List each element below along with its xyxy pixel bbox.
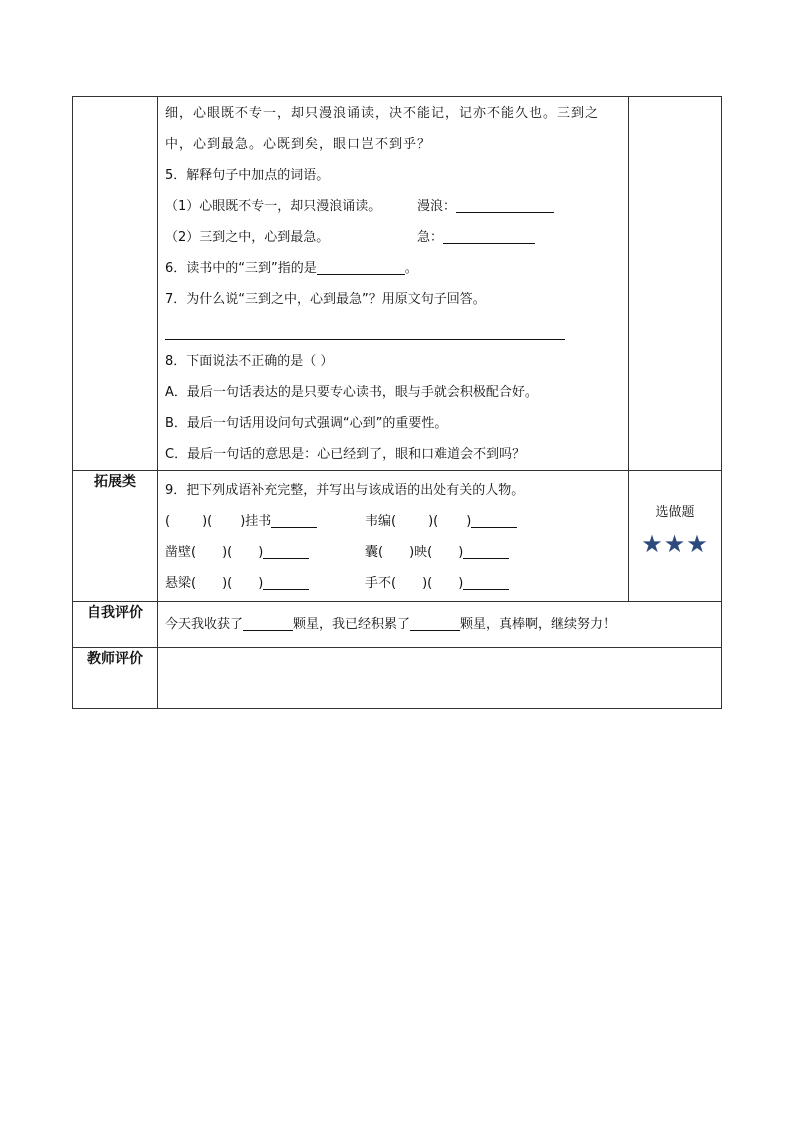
- idiom-row: [165, 568, 628, 599]
- item-key: 急：: [417, 230, 444, 245]
- idiom-row: [165, 506, 628, 537]
- self-eval-content: 今天我收获了 颗星，我已经积累了 颗星，真棒啊，继续努力！: [158, 602, 722, 648]
- extension-label: 拓展类: [73, 471, 158, 602]
- idiom-row: [165, 537, 628, 568]
- passage-line: 细，心眼既不专一，却只漫浪诵读，决不能记，记亦不能久也。三到之: [165, 106, 600, 121]
- extension-row: [73, 471, 722, 602]
- idiom-item: 手不( )( ): [365, 568, 565, 599]
- answer-blank[interactable]: [271, 513, 317, 528]
- extension-content: [158, 471, 629, 602]
- question-5-item-2: [158, 222, 628, 253]
- self-eval-label: 自我评价: [73, 602, 158, 648]
- stars-total-blank[interactable]: [410, 616, 460, 631]
- item-text: （1）心眼既不专一，却只漫浪诵读。: [165, 199, 382, 214]
- reading-side-cell: [629, 97, 722, 471]
- idiom-item: 悬梁( )( ): [165, 568, 365, 599]
- idiom-item: 凿壁( )( ): [165, 537, 365, 568]
- answer-blank[interactable]: [471, 513, 517, 528]
- answer-blank[interactable]: [263, 575, 309, 590]
- question-5-title: 5．解释句子中加点的词语。: [165, 168, 330, 183]
- teacher-eval-content[interactable]: [158, 648, 722, 709]
- question-9: 9．把下列成语补充完整，并写出与该成语的出处有关的人物。: [165, 483, 525, 498]
- reading-label-cell: [73, 97, 158, 471]
- teacher-eval-label: 教师评价: [73, 648, 158, 709]
- question-text: 6．读书中的“三到”指的是: [165, 261, 317, 276]
- answer-blank[interactable]: [456, 198, 554, 213]
- question-end: 。: [404, 261, 418, 276]
- answer-line[interactable]: [165, 339, 565, 340]
- question-7: 7．为什么说“三到之中，心到最急”？用原文句子回答。: [165, 292, 486, 307]
- self-eval-row: [73, 602, 722, 648]
- worksheet-table: [72, 96, 722, 709]
- teacher-eval-row: [73, 648, 722, 709]
- stars-earned-blank[interactable]: [243, 616, 293, 631]
- answer-blank[interactable]: [463, 575, 509, 590]
- extension-side-cell: [629, 471, 722, 602]
- item-text: （2）三到之中，心到最急。: [165, 230, 330, 245]
- reading-content-cell: [158, 97, 629, 471]
- idiom-item: 囊( )映( ): [365, 537, 565, 568]
- question-8-title: 8．下面说法不正确的是（ ）: [165, 354, 334, 369]
- answer-blank[interactable]: [317, 260, 405, 275]
- option-a: A．最后一句话表达的是只要专心读书，眼与手就会积极配合好。: [165, 385, 538, 400]
- reading-row: [73, 97, 722, 471]
- item-key: 漫浪：: [417, 199, 457, 214]
- question-5-item-1: [158, 191, 628, 222]
- idiom-item: ( )( )挂书: [165, 506, 365, 537]
- answer-blank[interactable]: [443, 229, 535, 244]
- star-rating-icon: ★★★: [641, 530, 709, 558]
- optional-tag: 选做题: [655, 505, 695, 520]
- answer-blank[interactable]: [263, 544, 309, 559]
- answer-blank[interactable]: [463, 544, 509, 559]
- passage-line: 中，心到最急。心既到矣，眼口岂不到乎？: [165, 137, 432, 152]
- option-c: C．最后一句话的意思是：心已经到了，眼和口难道会不到吗？: [165, 447, 526, 462]
- question-7-answer: [158, 315, 628, 346]
- option-b: B．最后一句话用设问句式强调“心到”的重要性。: [165, 416, 448, 431]
- idiom-item: 韦编( )( ): [365, 506, 565, 537]
- question-6: [158, 253, 628, 284]
